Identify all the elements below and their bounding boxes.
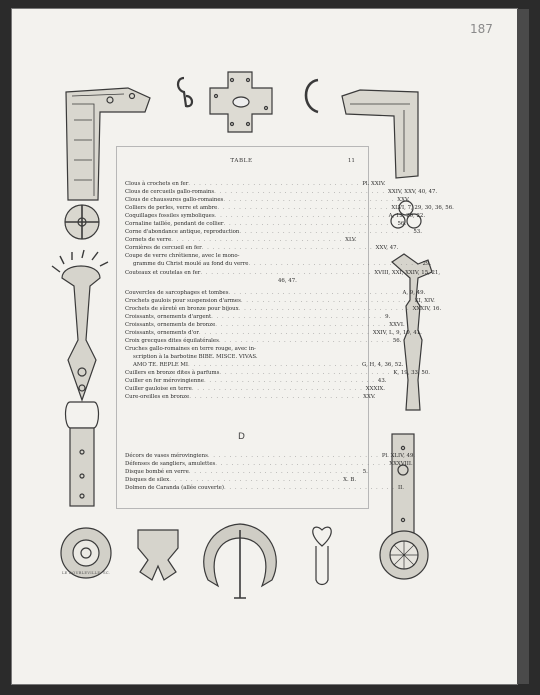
engraver-caption: LE DOUBLEVILLE. SC. bbox=[62, 571, 111, 575]
entry-reference: A, 9, 49. bbox=[402, 289, 426, 296]
entry-reference: XXVI. bbox=[389, 321, 405, 328]
entry-reference: G, H, 4, 36, 52. bbox=[361, 362, 404, 369]
leader-dots: . . . . . . . . . . . . . . . . . . . . . . . . . . . . . . . . bbox=[171, 237, 343, 244]
entry-term: Cuillers en bronze dites à parfums bbox=[125, 370, 220, 377]
entry-reference: XLV. bbox=[345, 237, 357, 244]
entry-term: Croissants, ornements d'or bbox=[125, 329, 199, 336]
leader-dots: . . . . . . . . . . . . . . . . . . . . . . . . . . . . . . . . bbox=[223, 221, 395, 228]
entry-reference: XXXVIII. bbox=[389, 461, 413, 468]
entry-term: Cuiller en fer mérovingienne bbox=[125, 378, 204, 385]
index-entry bbox=[125, 353, 360, 361]
s-hook-icon bbox=[178, 78, 192, 106]
pencil-page-number: 187 bbox=[470, 22, 493, 36]
entry-term: Clous à crochets en fer bbox=[125, 181, 189, 187]
entry-reference: 53. bbox=[413, 229, 422, 236]
entry-term: Coupe de verre chrétienne, avec le mono- bbox=[125, 253, 240, 260]
entry-reference: XI, XIV. bbox=[414, 297, 435, 304]
index-entry bbox=[125, 321, 405, 329]
entry-reference: 29. bbox=[422, 261, 432, 268]
index-entry bbox=[125, 220, 407, 228]
entry-reference bbox=[275, 252, 360, 260]
index-entry bbox=[125, 337, 402, 345]
entry-term: Décors de vases mérovingiens bbox=[125, 453, 208, 459]
index-entry bbox=[125, 345, 360, 353]
entry-reference bbox=[275, 353, 360, 361]
entry-reference: 9. bbox=[385, 313, 391, 320]
entry-term: Crochets gaulois pour suspension d'armes bbox=[125, 297, 241, 304]
entry-reference: XXIV, XXV, 40, 47. bbox=[388, 189, 438, 196]
leader-dots: . . . . . . . . . . . . . . . . . . . . . . . . . . . . . . . . bbox=[228, 289, 400, 296]
entry-term: Coquillages fossiles symboliques bbox=[125, 213, 215, 220]
leader-dots: . . . . . . . . . . . . . . . . . . . . . . . . . . . . . . . . bbox=[188, 181, 360, 187]
entry-reference: XXV, 47. bbox=[375, 245, 399, 252]
entry-reference: XXXIX. bbox=[365, 386, 385, 393]
index-entry bbox=[125, 297, 435, 305]
entry-reference: II. bbox=[397, 485, 404, 492]
leader-dots: . . . . . . . . . . . . . . . . . . . . . . . . . . . . . . . . bbox=[223, 485, 395, 492]
radiate-fibula-icon bbox=[62, 266, 100, 400]
leader-dots: . . . . . . . . . . . . . . . . . . . . . . . . . . . . . . . . bbox=[239, 229, 411, 236]
entry-term: Cornets de verre bbox=[125, 237, 172, 244]
entry-reference bbox=[275, 345, 360, 353]
entry-term: Croissants, ornements de bronze bbox=[125, 321, 216, 328]
entry-reference: XVIII, XXI, XXIV, 15, 21, bbox=[374, 269, 441, 276]
index-entry bbox=[125, 313, 391, 321]
entry-term: Corne d'abondance antique, reproduction bbox=[125, 229, 240, 236]
entry-reference: 5. bbox=[362, 469, 368, 476]
entry-term: Couteaux et coutelas en fer bbox=[125, 269, 201, 276]
entry-term: AMO TE. REPLE MI bbox=[133, 362, 189, 369]
entry-reference: Pl. XXIV. bbox=[362, 181, 386, 187]
index-entry bbox=[125, 369, 430, 377]
leader-dots: . . . . . . . . . . . . . . . . . . . . . . . . . . . . . . . . bbox=[207, 453, 379, 459]
index-entry bbox=[125, 452, 416, 460]
index-entry bbox=[125, 289, 426, 297]
entry-reference: XLVI, 7, 29, 30, 36, 56. bbox=[391, 205, 454, 212]
leader-dots: . . . . . . . . . . . . . . . . . . . . . . . . . . . . . . . . bbox=[201, 245, 373, 252]
leader-dots bbox=[239, 252, 275, 260]
index-entry bbox=[125, 385, 385, 393]
entry-term: Croissants, ornements d'argent bbox=[125, 313, 212, 320]
index-entry bbox=[125, 252, 360, 260]
entry-term: Cornières de cercueil en fer bbox=[125, 245, 202, 252]
entry-term: Colliers de perles, verre et ambre bbox=[125, 205, 218, 212]
leader-dots: . . . . . . . . . . . . . . . . . . . . . . . . . . . . . . . . bbox=[215, 461, 387, 468]
leader-dots bbox=[256, 345, 275, 353]
entry-term: gramme du Christ moulé au fond du verre bbox=[133, 261, 249, 268]
index-entry bbox=[125, 260, 432, 268]
entry-reference: Pl. XLIV, 49. bbox=[381, 453, 416, 459]
leader-dots: . . . . . . . . . . . . . . . . . . . . . . . . . . . . . . . . bbox=[238, 305, 410, 312]
leader-dots: . . . . . . . . . . . . . . . . . . . . . . . . . . . . . . . . bbox=[214, 189, 386, 196]
index-entry bbox=[125, 484, 404, 492]
index-entry bbox=[125, 476, 360, 484]
running-header bbox=[116, 158, 367, 168]
leader-dots: . . . . . . . . . . . . . . . . . . . . . . . . . . . . . . . . bbox=[188, 469, 360, 476]
index-entry bbox=[125, 228, 422, 236]
leader-dots bbox=[133, 277, 275, 285]
leader-dots: . . . . . . . . . . . . . . . . . . . . . . . . . . . . . . . . bbox=[248, 261, 420, 268]
leader-dots: . . . . . . . . . . . . . . . . . . . . . . . . . . . . . . . . bbox=[189, 394, 361, 401]
index-entry bbox=[125, 188, 438, 196]
heart-spoon-icon bbox=[313, 527, 331, 584]
buckle-strap-left-icon bbox=[66, 402, 99, 428]
leader-dots: . . . . . . . . . . . . . . . . . . . . . . . . . . . . . . . . bbox=[240, 297, 412, 304]
leader-dots: . . . . . . . . . . . . . . . . . . . . . . . . . . . . . . . . bbox=[198, 329, 370, 336]
entry-term bbox=[125, 277, 133, 285]
leader-dots: . . . . . . . . . . . . . . . . . . . . . . . . . . . . . . . . bbox=[223, 197, 395, 204]
entry-term: Cure-oreilles en bronze bbox=[125, 394, 190, 401]
leader-dots bbox=[258, 353, 275, 361]
entry-term: Clous de cercueils gallo-romains bbox=[125, 189, 215, 196]
winged-plaque-icon bbox=[138, 530, 178, 580]
leader-dots: . . . . . . . . . . . . . . . . . . . . . . . . . . . . . . . . bbox=[203, 378, 375, 385]
leader-dots: . . . . . . . . . . . . . . . . . . . . . . . . . . . . . . . . bbox=[191, 386, 363, 393]
leader-dots: . . . . . . . . . . . . . . . . . . . . . . . . . . . . . . . . bbox=[169, 477, 341, 484]
header-page-number: 11 bbox=[347, 158, 355, 164]
index-entry bbox=[125, 377, 387, 385]
entry-term: Clous de chaussures gallo-romaines bbox=[125, 197, 224, 204]
index-entries-d bbox=[125, 452, 416, 492]
entry-reference: 46, 47. bbox=[278, 277, 297, 284]
entry-term: Cruches gallo-romaines en terre rouge, avec in- bbox=[125, 345, 256, 352]
index-entry bbox=[125, 277, 360, 285]
index-entry bbox=[125, 329, 422, 337]
entry-term: Défenses de sangliers, amulettes bbox=[125, 461, 216, 468]
entry-term: Couvercles de sarcophages et tombes bbox=[125, 289, 229, 296]
leader-dots: . . . . . . . . . . . . . . . . . . . . . . . . . . . . . . . . bbox=[219, 370, 391, 377]
index-entry bbox=[125, 180, 386, 188]
entry-reference: XXV. bbox=[397, 197, 410, 204]
index-entry bbox=[125, 269, 441, 277]
leader-dots: . . . . . . . . . . . . . . . . . . . . . . . . . . . . . . . . bbox=[217, 205, 389, 212]
entry-term: Disques de silex bbox=[125, 477, 170, 484]
entry-reference: XXXIV, 16. bbox=[412, 305, 442, 312]
section-letter: D bbox=[238, 432, 245, 442]
entry-reference: 56. bbox=[397, 221, 407, 228]
entry-reference: 43. bbox=[377, 378, 387, 385]
leader-dots: . . . . . . . . . . . . . . . . . . . . . . . . . . . . . . . . bbox=[214, 213, 386, 220]
index-entries-c bbox=[125, 180, 454, 401]
header-title: TABLE bbox=[230, 158, 253, 164]
index-entry bbox=[125, 244, 399, 252]
entry-reference: X. B. bbox=[343, 477, 357, 484]
entry-term: Disque bombé en verre bbox=[125, 469, 189, 476]
index-entry bbox=[125, 361, 404, 369]
index-entry bbox=[125, 305, 442, 313]
entry-term: Cuiller gauloise en terre bbox=[125, 386, 192, 393]
index-entry bbox=[125, 468, 368, 476]
index-entry bbox=[125, 236, 360, 244]
entry-reference: 56. bbox=[392, 337, 402, 344]
index-entry bbox=[125, 460, 413, 468]
entry-term: Crochets de sûreté en bronze pour bijoux bbox=[125, 305, 239, 312]
index-entry bbox=[125, 393, 376, 401]
leader-dots: . . . . . . . . . . . . . . . . . . . . . . . . . . . . . . . . bbox=[200, 269, 372, 276]
index-entry bbox=[125, 212, 426, 220]
leader-dots: . . . . . . . . . . . . . . . . . . . . . . . . . . . . . . . . bbox=[218, 337, 390, 344]
entry-term: Dolmen de Caranda (allée couverte) bbox=[125, 485, 224, 492]
leader-dots: . . . . . . . . . . . . . . . . . . . . . . . . . . . . . . . . bbox=[211, 313, 383, 320]
entry-term: scription à la barbotine BIBE. MISCE. VIVAS. bbox=[133, 353, 258, 360]
entry-reference: XXV. bbox=[363, 394, 376, 401]
entry-reference: A, 13, 20, 22. bbox=[388, 213, 426, 220]
c-hook-icon bbox=[306, 80, 318, 112]
entry-reference: K, 19, 33, 50. bbox=[393, 370, 430, 377]
entry-term: Croix grecques dites équilatérales bbox=[125, 337, 219, 344]
entry-term: Cornaline taillée, pendant de collier bbox=[125, 221, 224, 228]
entry-reference: XXIV, L, 9, 19, 41. bbox=[372, 329, 422, 336]
index-entry bbox=[125, 204, 454, 212]
leader-dots: . . . . . . . . . . . . . . . . . . . . . . . . . . . . . . . . bbox=[188, 362, 359, 369]
index-entry bbox=[125, 196, 410, 204]
leader-dots: . . . . . . . . . . . . . . . . . . . . . . . . . . . . . . . . bbox=[215, 321, 387, 328]
